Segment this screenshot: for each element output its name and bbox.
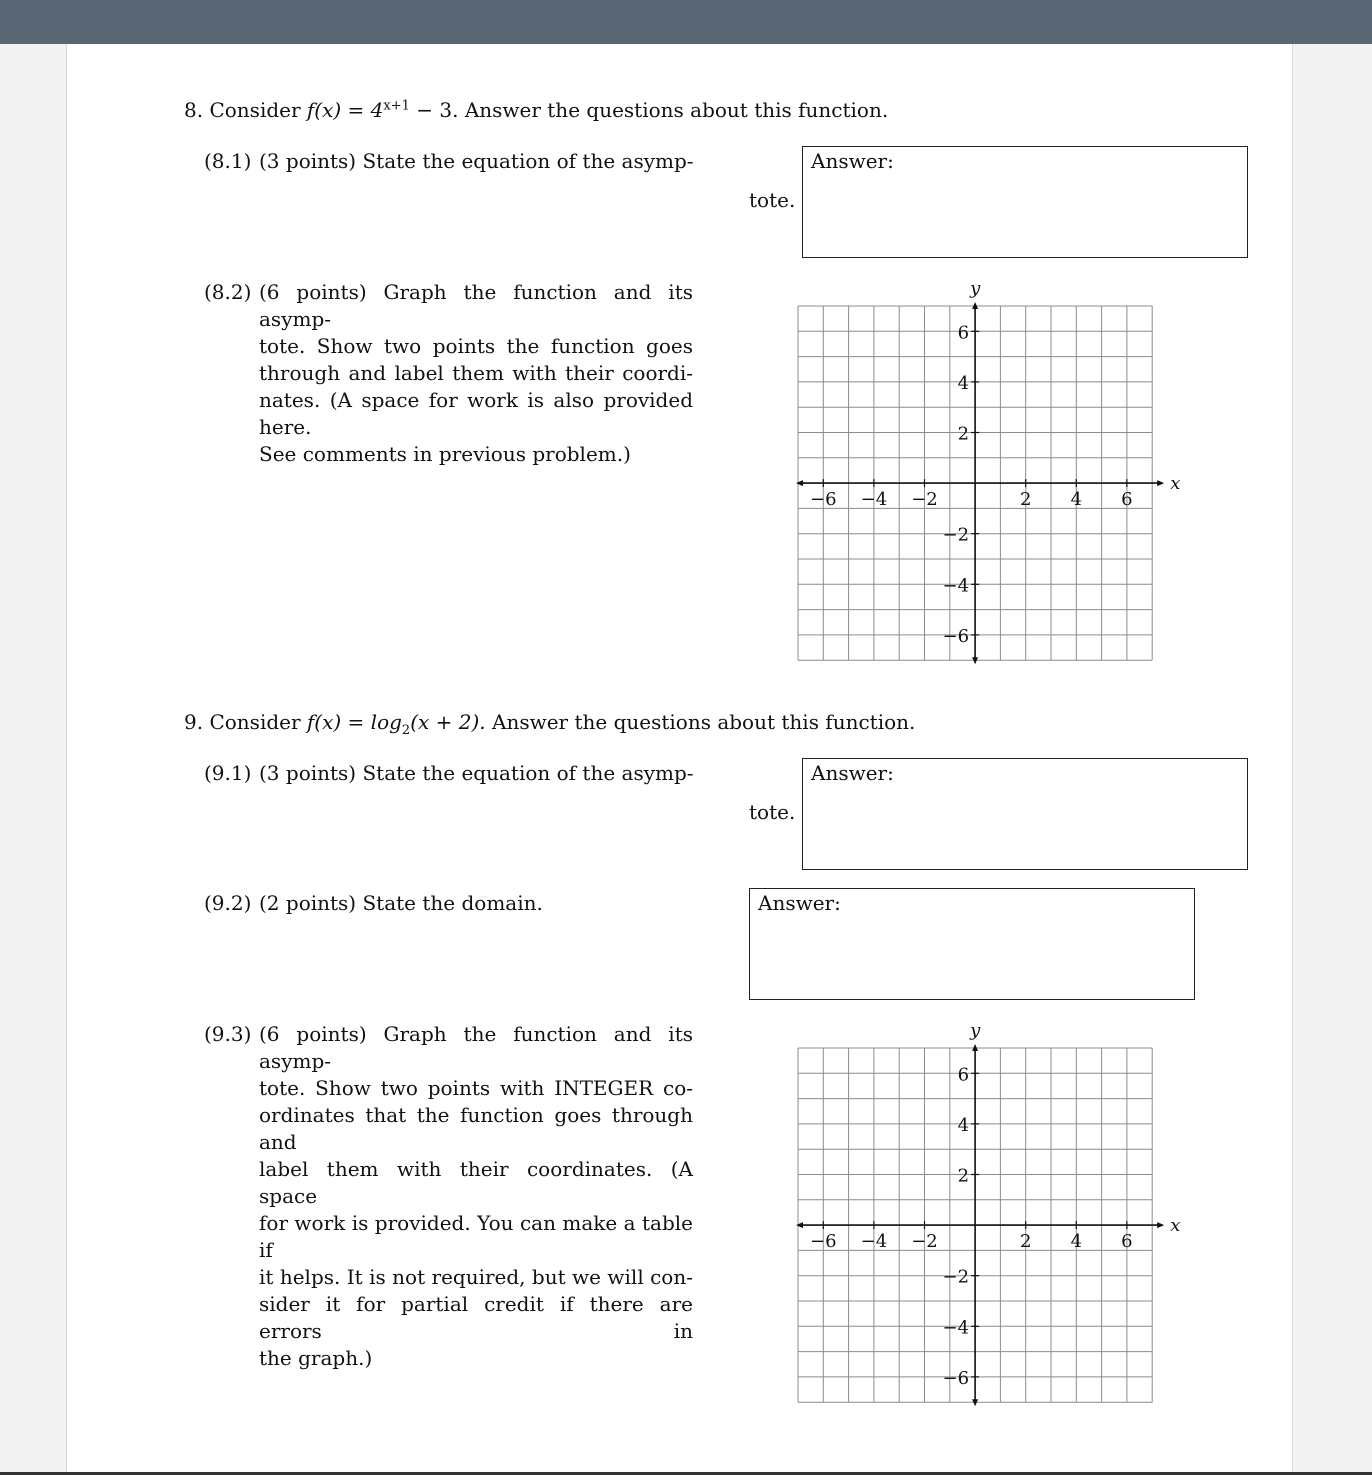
- problem-9-number: 9.: [184, 710, 204, 734]
- y-axis-label: y: [970, 1020, 981, 1041]
- y-tick-label: −4: [942, 575, 970, 597]
- x-axis-arrow-left: [796, 1222, 803, 1228]
- part-8-1-text-cont: tote.: [749, 188, 796, 212]
- graph-8-2[interactable]: [788, 278, 1188, 674]
- part-8-2-line: through and label them with their coordi-: [259, 361, 693, 385]
- part-9-3-line: tote. Show two points with INTEGER co-: [259, 1076, 693, 1100]
- answer-box-8-1[interactable]: [802, 146, 1248, 258]
- problem-8-number: 8.: [184, 98, 204, 122]
- part-9-3-line: label them with their coordinates. (A space: [259, 1157, 693, 1208]
- problem-9-intro-pre: Consider: [209, 710, 301, 734]
- part-8-2-line: (6 points) Graph the function and its asymp-: [259, 280, 693, 331]
- y-tick-label: 4: [957, 372, 970, 394]
- x-tick-label: 6: [1121, 489, 1133, 511]
- x-axis-arrow-right: [1157, 1222, 1164, 1228]
- x-tick-label: 6: [1121, 1231, 1133, 1253]
- y-tick-label: −2: [942, 1266, 970, 1288]
- x-tick-label: −6: [810, 1231, 837, 1253]
- y-tick-label: 4: [957, 1114, 970, 1136]
- y-tick-label: −6: [942, 625, 970, 647]
- problem-8-function-lhs: f(x) = 4: [306, 98, 384, 122]
- part-9-1-text-cont: tote.: [749, 800, 796, 824]
- problem-8-function-rest: − 3.: [409, 98, 459, 122]
- problem-9-intro-post: Answer the questions about this function.: [492, 710, 916, 734]
- part-9-3-line: ordinates that the function goes through and: [259, 1103, 693, 1154]
- part-8-2-line: nates. (A space for work is also provided here.: [259, 388, 693, 439]
- x-tick-label: −4: [860, 489, 888, 511]
- part-9-3-line: it helps. It is not required, but we will con-: [259, 1265, 693, 1289]
- y-tick-label: −2: [942, 524, 970, 546]
- y-tick-label: −6: [942, 1367, 970, 1389]
- part-9-3-line: for work is provided. You can make a table if: [259, 1211, 693, 1262]
- part-8-2-line: See comments in previous problem.): [259, 442, 631, 466]
- problem-9-function-sub: 2: [401, 723, 411, 738]
- x-tick-label: −2: [911, 1231, 938, 1253]
- part-8-2-line: tote. Show two points the function goes: [259, 334, 693, 358]
- y-tick-label: 2: [957, 423, 970, 445]
- problem-9-function-rest: (x + 2).: [410, 710, 486, 734]
- graph-9-3[interactable]: [788, 1020, 1188, 1416]
- x-axis-label: x: [1170, 473, 1181, 495]
- x-tick-label: −4: [860, 1231, 888, 1253]
- part-9-1-label: (9.1): [204, 761, 252, 785]
- problem-8-heading: [184, 97, 888, 124]
- problem-8-function-exp: x+1: [383, 98, 410, 114]
- part-9-1-text: (3 points) State the equation of the asymp-: [259, 761, 694, 785]
- part-9-3-line: the graph.): [259, 1346, 373, 1370]
- answer-label: Answer:: [811, 761, 894, 785]
- answer-box-9-1[interactable]: [802, 758, 1248, 870]
- y-tick-label: 6: [957, 322, 970, 344]
- problem-8-intro-pre: Consider: [209, 98, 301, 122]
- y-tick-label: 6: [957, 1064, 970, 1086]
- x-tick-label: −6: [810, 489, 837, 511]
- problem-9-heading: [184, 709, 915, 736]
- x-axis-arrow-left: [796, 480, 803, 486]
- part-8-1-text: (3 points) State the equation of the asymp-: [259, 149, 694, 173]
- answer-label: Answer:: [811, 149, 894, 173]
- part-8-2-text: [259, 279, 693, 468]
- y-tick-label: 2: [957, 1165, 970, 1187]
- part-8-2-label: (8.2): [204, 280, 252, 304]
- x-axis-arrow-right: [1157, 480, 1164, 486]
- answer-box-9-2[interactable]: [749, 888, 1195, 1000]
- part-8-1-label: (8.1): [204, 149, 252, 173]
- problem-8-intro-post: Answer the questions about this function.: [464, 98, 889, 122]
- viewer-toolbar: [0, 0, 1372, 44]
- y-tick-label: −4: [942, 1317, 970, 1339]
- problem-9-function-lhs: f(x) = log: [306, 710, 402, 734]
- part-9-3-text: [259, 1021, 693, 1372]
- x-tick-label: 2: [1019, 1231, 1032, 1253]
- x-tick-label: 4: [1070, 1231, 1083, 1253]
- x-tick-label: 4: [1070, 489, 1083, 511]
- y-axis-label: y: [970, 278, 981, 299]
- part-9-3-label: (9.3): [204, 1022, 252, 1046]
- part-9-3-line: (6 points) Graph the function and its asymp-: [259, 1022, 693, 1073]
- x-axis-label: x: [1170, 1215, 1181, 1237]
- x-tick-label: 2: [1019, 489, 1032, 511]
- answer-label: Answer:: [758, 891, 841, 915]
- part-9-2-label: (9.2): [204, 891, 252, 915]
- part-9-2-text: (2 points) State the domain.: [259, 891, 543, 915]
- x-tick-label: −2: [911, 489, 938, 511]
- part-9-3-line: sider it for partial credit if there are errors in: [259, 1292, 693, 1343]
